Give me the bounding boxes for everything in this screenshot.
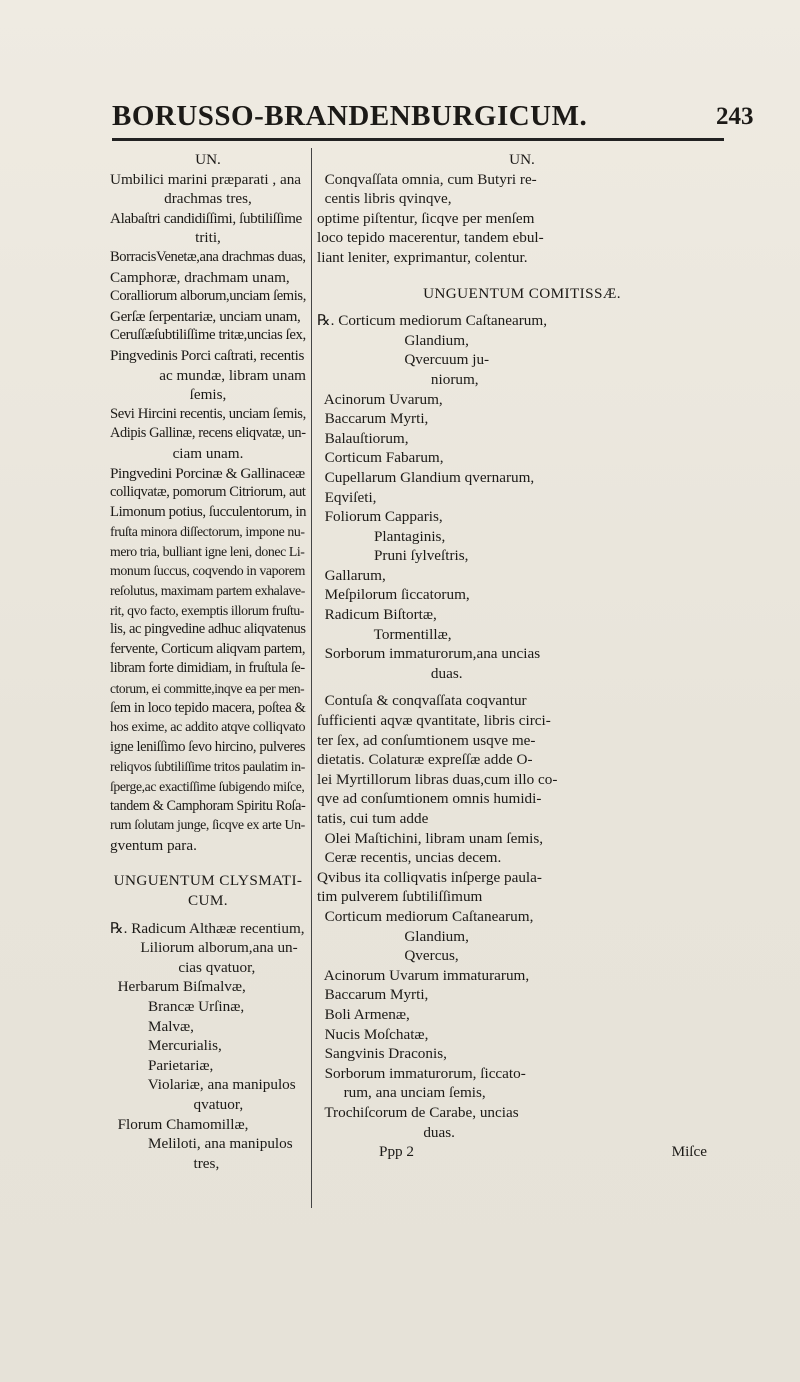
left-column-line: ſemis,: [189, 386, 227, 404]
left-column-line: [110, 911, 306, 919]
right-column-line: Nucis Moſchatæ,: [317, 1025, 429, 1043]
right-column-line: Meſpilorum ſiccatorum,: [317, 586, 470, 604]
left-column-line: mero tria, bulliant igne leni, donec Li-: [110, 543, 305, 559]
right-column-line: loco tepido macerentur, tandem ebul-: [317, 229, 544, 247]
right-column-line: tim pulverem ſubtiliſſimum: [317, 888, 483, 906]
left-column-line: Violariæ, ana manipulos: [110, 1076, 296, 1094]
right-column-line: Sorborum immaturorum, ſiccato-: [317, 1064, 526, 1082]
left-column-line: drachmas tres,: [164, 190, 252, 208]
right-column-line: Acinorum Uvarum,: [317, 390, 443, 408]
right-column-line: Cupellarum Glandium qvernarum,: [317, 468, 535, 486]
left-column-line: UNGUENTUM CLYSMATI-: [113, 872, 303, 890]
right-column-line: ſufficienti aqvæ qvantitate, libris circi-: [317, 712, 551, 730]
right-column-line: Eqviſeti,: [317, 488, 377, 506]
left-column: [110, 150, 306, 1173]
left-column-line: lis, ac pingvedine adhuc aliqvatenus: [110, 621, 306, 638]
right-column-line: rum, ana unciam ſemis,: [317, 1084, 486, 1102]
left-column-line: Ceruſſæſubtiliſſime tritæ,uncias ſex,: [110, 327, 306, 344]
right-column-line: Olei Maſtichini, libram unam ſemis,: [317, 829, 544, 847]
right-column-line: UNGUENTUM COMITISSÆ.: [423, 284, 621, 302]
right-column-line: Acinorum Uvarum immaturarum,: [317, 966, 530, 984]
right-column-line: niorum,: [317, 370, 479, 388]
right-column-line: Glandium,: [317, 331, 469, 349]
right-column-line: lei Myrtillorum libras duas,cum illo co-: [317, 770, 558, 788]
right-column-line: Plantaginis,: [317, 527, 446, 545]
right-column-line: [317, 303, 727, 311]
left-column-line: Adipis Gallinæ, recens eliqvatæ, un-: [110, 425, 306, 442]
right-column-line: duas.: [317, 664, 463, 682]
left-column-line: Sevi Hircini recentis, unciam ſemis,: [110, 405, 306, 422]
right-column-line: Qvercus,: [317, 947, 459, 965]
right-column-line: liant leniter, exprimantur, colentur.: [317, 248, 528, 266]
right-column-line: [317, 683, 727, 691]
left-column-line: Camphoræ, drachmam unam,: [110, 268, 290, 286]
right-column-line: tatis, cui tum adde: [317, 810, 429, 827]
left-column-line: Florum Chamomillæ,: [110, 1115, 249, 1133]
left-column-line: Brancæ Urſinæ,: [110, 997, 245, 1015]
left-column-line: CUM.: [188, 891, 228, 909]
left-column-line: BorracisVenetæ,ana drachmas duas,: [110, 248, 306, 265]
right-column-line: Gallarum,: [317, 566, 386, 584]
right-column-line: Tormentillæ,: [317, 625, 452, 643]
left-column-line: ac mundæ, libram unam: [159, 366, 306, 384]
page-footer: [317, 1142, 727, 1162]
left-column-line: ℞. Radicum Althææ recentium,: [110, 919, 305, 937]
right-column-line: ℞. Corticum mediorum Caſtanearum,: [317, 312, 547, 330]
right-column-line: Radicum Biſtortæ,: [317, 606, 437, 624]
right-column-line: Baccarum Myrti,: [317, 986, 429, 1004]
page-number: 243: [716, 103, 754, 130]
left-column-line: gventum para.: [110, 836, 197, 854]
right-column-line: Glandium,: [317, 927, 469, 945]
right-column-line: ter ſex, ad conſumtionem usqve me-: [317, 731, 536, 749]
left-column-line: rit, qvo facto, exemptis illorum fruſtu-: [110, 602, 305, 618]
left-column-line: reſolutus, maximam partem exhalave-: [110, 583, 305, 599]
right-column-line: Trochiſcorum de Carabe, uncias: [317, 1103, 519, 1121]
left-column-line: [110, 855, 306, 871]
signature-mark: Ppp 2: [379, 1143, 415, 1161]
left-column-line: ſperge,ac exactiſſime ſubigendo miſce,: [110, 779, 305, 794]
right-column: [317, 150, 727, 1162]
left-column-line: Limonum potius, ſucculentorum, in: [110, 503, 307, 520]
left-column-line: Meliloti, ana manipulos: [110, 1135, 293, 1153]
left-column-line: Mercurialis,: [110, 1037, 222, 1055]
right-column-line: Qvibus ita colliqvatis inſperge paula-: [317, 868, 542, 886]
right-column-line: Sangvinis Draconis,: [317, 1045, 447, 1063]
left-column-line: Pingvedinis Porci caſtrati, recentis: [110, 346, 304, 364]
right-column-line: centis libris qvinqve,: [317, 190, 452, 208]
left-column-line: triti,: [195, 229, 221, 247]
left-column-line: tres,: [110, 1154, 220, 1172]
running-head: BORUSSO-BRANDENBURGICUM.: [112, 100, 588, 132]
right-column-line: duas.: [317, 1123, 455, 1141]
left-column-line: Alabaſtri candidiſſimi, ſubtiliſſime: [110, 209, 302, 227]
left-column-line: ciam unam.: [172, 444, 244, 462]
left-column-line: qvatuor,: [110, 1095, 244, 1113]
right-column-line: Balauſtiorum,: [317, 429, 409, 447]
left-column-line: tandem & Camphoram Spiritu Roſa-: [110, 797, 306, 814]
left-column-line: UN.: [195, 151, 221, 168]
left-column-line: Pingvedini Porcinæ & Gallinaceæ: [110, 464, 305, 482]
right-column-line: Baccarum Myrti,: [317, 410, 429, 428]
right-column-line: UN.: [509, 151, 535, 168]
right-column-line: Boli Armenæ,: [317, 1005, 410, 1023]
right-column-line: Corticum Fabarum,: [317, 449, 444, 467]
right-column-line: optime piſtentur, ſicqve per menſem: [317, 209, 535, 227]
header-rule: [112, 138, 724, 141]
left-column-line: cias qvatuor,: [110, 958, 256, 976]
left-column-line: monum ſuccus, coqvendo in vaporem: [110, 563, 306, 579]
right-column-line: [317, 268, 727, 284]
column-divider: [311, 148, 312, 1208]
left-column-line: Liliorum alborum,ana un-: [110, 939, 298, 957]
left-column-line: fervente, Corticum aliqvam partem,: [110, 640, 306, 657]
left-column-line: Gerſæ ſerpentariæ, unciam unam,: [110, 307, 301, 325]
left-column-line: hos exime, ac addito atqve colliqvato: [110, 719, 306, 736]
right-column-line: Qvercuum ju-: [317, 351, 490, 369]
left-column-line: fruſta minora diſſectorum, impone nu-: [110, 524, 305, 540]
right-column-line: Corticum mediorum Caſtanearum,: [317, 907, 534, 925]
right-column-line: Foliorum Capparis,: [317, 508, 443, 526]
right-column-line: dietatis. Colaturæ expreſſæ adde O-: [317, 751, 533, 769]
left-column-line: Coralliorum alborum,unciam ſemis,: [110, 288, 306, 305]
catchword: Miſce: [671, 1143, 707, 1161]
left-column-line: Umbilici marini præparati , ana: [110, 170, 302, 188]
left-column-line: Herbarum Biſmalvæ,: [110, 978, 246, 996]
right-column-line: Contuſa & conqvaſſata coqvantur: [317, 692, 527, 710]
left-column-line: rum ſolutam junge, ſicqve ex arte Un-: [110, 818, 305, 834]
left-column-line: Parietariæ,: [110, 1056, 214, 1074]
left-column-line: ſem in loco tepido macera, poſtea &: [110, 699, 306, 716]
left-column-line: reliqvos ſubtiliſſime tritos paulatim in-: [110, 759, 305, 775]
right-column-line: Conqvaſſata omnia, cum Butyri re-: [317, 170, 537, 188]
right-column-line: Pruni ſylveſtris,: [317, 547, 469, 565]
left-column-line: ctorum, ei committe,inqve ea per men-: [110, 681, 305, 697]
right-column-line: Sorborum immaturorum,ana uncias: [317, 645, 541, 663]
left-column-line: libram forte dimidiam, in fruſtula ſe-: [110, 660, 305, 677]
left-column-line: colliqvatæ, pomorum Citriorum, aut: [110, 484, 306, 501]
right-column-line: Ceræ recentis, uncias decem.: [317, 849, 502, 867]
right-column-line: qve ad conſumtionem omnis humidi-: [317, 790, 542, 808]
left-column-line: Malvæ,: [110, 1017, 194, 1035]
right-column-lines: [317, 150, 727, 1142]
left-column-line: igne leniſſimo ſevo hircino, pulveres: [110, 738, 306, 755]
